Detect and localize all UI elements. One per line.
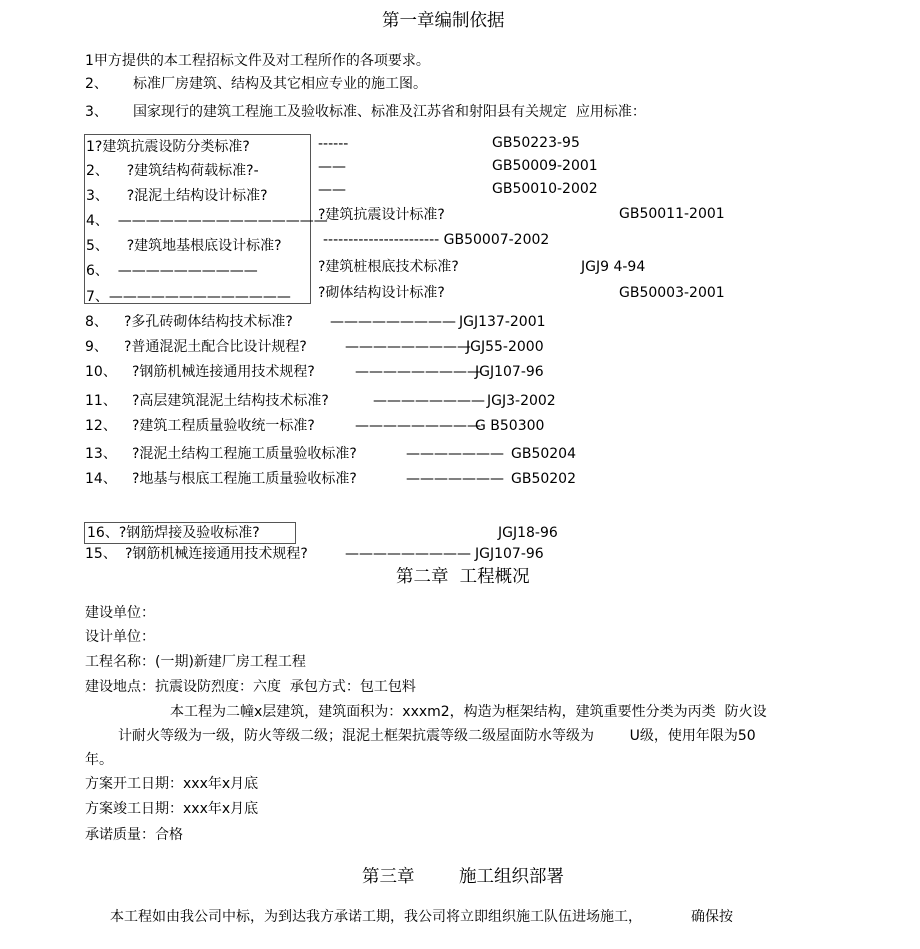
quality-commitment: 承诺质量：合格 [85,827,183,843]
std-10-code: JGJ107-96 [475,364,544,380]
std-item-2: 2、 ?建筑结构荷载标准?- [86,163,259,179]
std-item-6: 6、 —————————— [86,263,258,279]
std-item-3: 3、 ?混泥土结构设计标准? [86,188,268,204]
chapter2-title: 第二章 工程概况 [396,567,530,587]
std-6-code: JGJ9 4-94 [581,259,646,275]
std-10-name: ?钢筋机械连接通用技术规程? [132,364,315,380]
std-12-code: G B50300 [475,418,545,434]
basis-line-3: 国家现行的建筑工程施工及验收标准、标准及江苏省和射阳县有关规定 应用标准： [133,104,646,120]
std-2-code: GB50009-2001 [492,158,598,174]
std-11-name: ?高层建筑混泥土结构技术标准? [132,393,329,409]
std-15-name: ?钢筋机械连接通用技术规程? [125,546,308,562]
designer-label: 设计单位： [85,629,155,645]
std-item-4: 4、 ——————————————— [86,213,328,229]
std-7-name: ?砌体结构设计标准? [318,285,445,301]
basis-line-2: 标准厂房建筑、结构及其它相应专业的施工图。 [133,76,427,92]
planned-finish: 方案竣工日期：xxx年x月底 [85,801,259,817]
std-10-dashes: ————————— [355,364,481,380]
std-14-num: 14、 [85,471,117,487]
std-7-code: GB50003-2001 [619,285,725,301]
std-13-name: ?混泥土结构工程施工质量验收标准? [132,446,357,462]
project-desc-line-3: 年。 [85,752,113,768]
std-8-dashes: ————————— [330,314,456,330]
std-11-num: 11、 [85,393,117,409]
std-item-5: 5、 ?建筑地基根底设计标准? [86,238,282,254]
std-9-num: 9、 [85,339,108,355]
chapter3-paragraph: 本工程如由我公司中标，为到达我方承诺工期，我公司将立即组织施工队伍进场施工， 确保按 [110,909,733,925]
std-8-name: ?多孔砖砌体结构技术标准? [124,314,293,330]
std-8-num: 8、 [85,314,108,330]
std-16-name: 16、?钢筋焊接及验收标准? [87,525,260,541]
chapter3-title: 第三章 施工组织部署 [362,867,565,887]
std-12-dashes: ————————— [355,418,481,434]
std-9-code: JGJ55-2000 [466,339,544,355]
std-6-name: ?建筑桩根底技术标准? [318,259,459,275]
std-1-code: GB50223-95 [492,135,580,151]
project-desc-line-1: 本工程为二幢x层建筑，建筑面积为：xxxm2，构造为框架结构，建筑重要性分类为丙类 防火设 [170,704,767,720]
std-11-code: JGJ3-2002 [487,393,556,409]
std-12-name: ?建筑工程质量验收统一标准? [132,418,315,434]
std-15-num: 15、 [85,546,117,562]
std-10-num: 10、 [85,364,117,380]
std-13-dashes: ——————— [406,446,504,462]
project-desc-line-2: 计耐火等级为一级，防火等级二级；混泥土框架抗震等级二级屋面防水等级为 U级，使用年限为50 [118,728,756,744]
chapter1-title: 第一章编制依据 [382,11,505,31]
project-location: 建设地点：抗震设防烈度：六度 承包方式：包工包料 [85,679,416,695]
std-2-dashes: —— [318,159,346,175]
std-9-name: ?普通混泥土配合比设计规程? [124,339,307,355]
basis-line-2-num: 2、 [85,76,108,92]
std-3-code: GB50010-2002 [492,181,598,197]
basis-line-1: 1甲方提供的本工程招标文件及对工程所作的各项要求。 [85,53,430,69]
owner-label: 建设单位： [85,605,155,621]
basis-line-3-num: 3、 [85,104,108,120]
std-12-num: 12、 [85,418,117,434]
std-item-7: 7、————————————— [86,289,291,305]
std-15-code: JGJ107-96 [475,546,544,562]
project-name: 工程名称：(一期)新建厂房工程工程 [85,654,306,670]
std-13-num: 13、 [85,446,117,462]
std-item-1: 1?建筑抗震设防分类标准? [86,139,250,155]
std-4-code: GB50011-2001 [619,206,725,222]
std-15-dashes: ————————— [345,546,471,562]
std-14-code: GB50202 [511,471,576,487]
std-3-dashes: —— [318,182,346,198]
std-14-dashes: ——————— [406,471,504,487]
std-8-code: JGJ137-2001 [459,314,546,330]
std-9-dashes: ————————— [345,339,471,355]
std-16-code: JGJ18-96 [498,525,558,541]
std-13-code: GB50204 [511,446,576,462]
std-5-code: ----------------------- GB50007-2002 [323,232,550,248]
std-1-dashes: ------ [318,136,349,152]
std-4-name: ?建筑抗震设计标准? [318,207,445,223]
planned-start: 方案开工日期：xxx年x月底 [85,776,259,792]
std-14-name: ?地基与根底工程施工质量验收标准? [132,471,357,487]
std-11-dashes: ———————— [373,393,485,409]
